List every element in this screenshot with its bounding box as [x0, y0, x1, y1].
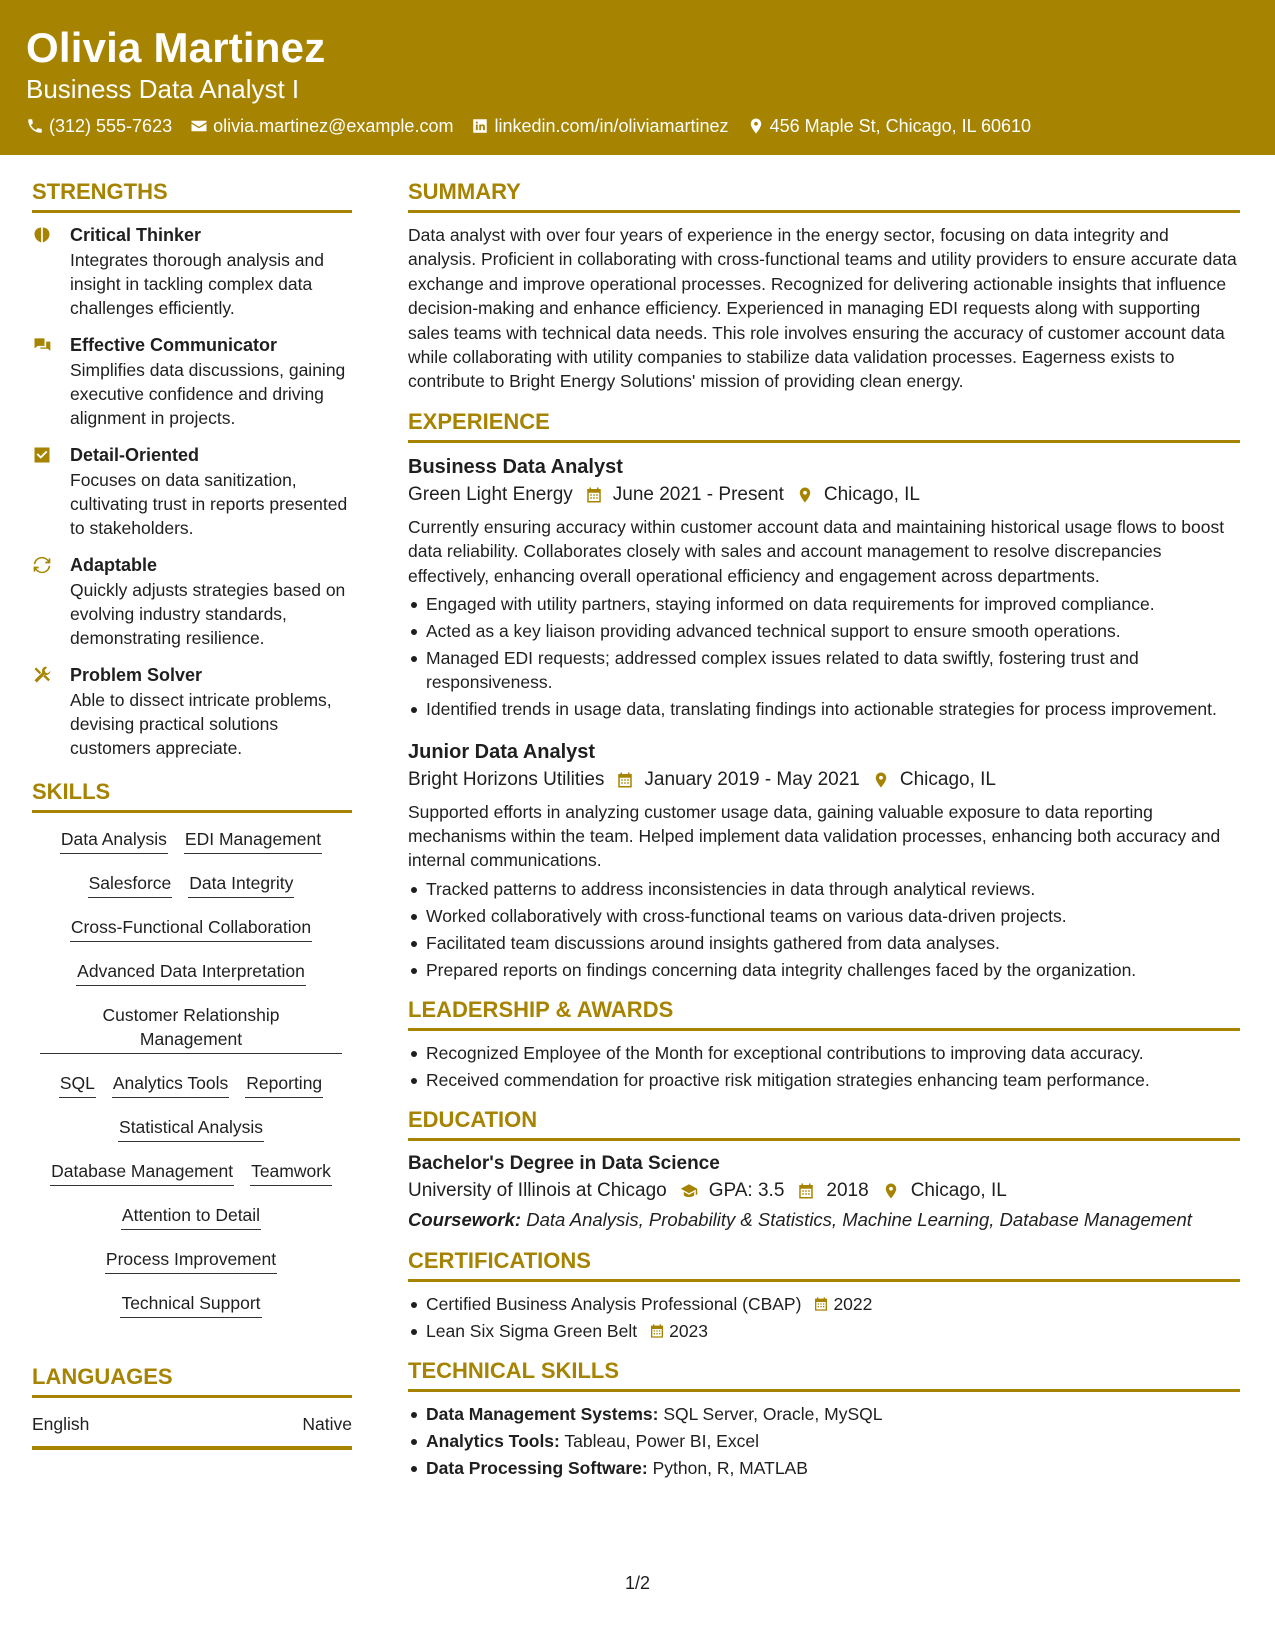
strength-title: Effective Communicator	[70, 335, 278, 355]
skill-tag: Teamwork	[250, 1159, 332, 1186]
skill-tag: Advanced Data Interpretation	[76, 959, 306, 986]
job-entry	[408, 738, 1240, 982]
map-marker-icon	[747, 117, 765, 135]
calendar-icon	[585, 486, 603, 504]
page-number: 1/2	[624, 1573, 651, 1593]
cert-name: Certified Business Analysis Professional (CBAP)	[426, 1293, 802, 1314]
tools-icon	[32, 665, 52, 685]
skill-tag: Attention to Detail	[121, 1203, 261, 1230]
address-text: 456 Maple St, Chicago, IL 60610	[769, 116, 1032, 136]
job-description: Supported efforts in analyzing customer usage data, gaining valuable exposure to data reporting mechanisms within the team. Helped implement data validation processes, enhancing both accuracy and internal communications.	[408, 801, 1221, 871]
skill-tag: Salesforce	[88, 871, 173, 898]
contact-email[interactable]	[190, 114, 453, 138]
job-meta	[408, 766, 1240, 794]
candidate-title: Business Data Analyst I	[26, 74, 300, 104]
left-column	[32, 178, 352, 1450]
education-meta	[408, 1177, 1240, 1205]
job-dates: June 2021 - Present	[612, 483, 784, 505]
list-item: Acted as a key liaison providing advanced technical support to ensure smooth operations.	[408, 619, 1240, 643]
job-bullets	[408, 592, 1240, 722]
tech-label: Analytics Tools:	[426, 1430, 560, 1451]
skill-tag: Data Integrity	[188, 871, 294, 898]
list-item: Received commendation for proactive risk mitigation strategies enhancing team performance.	[408, 1068, 1240, 1092]
strength-title: Problem Solver	[70, 665, 203, 685]
list-item: Worked collaboratively with cross-functional teams on various data-driven projects.	[408, 904, 1240, 928]
strength-title: Critical Thinker	[70, 225, 202, 245]
strength-item	[32, 223, 352, 320]
linkedin-icon	[471, 117, 489, 135]
experience-heading: EXPERIENCE	[408, 408, 1240, 443]
education-heading: EDUCATION	[408, 1106, 1240, 1141]
calendar-icon	[616, 771, 634, 789]
contact-address	[747, 114, 1032, 138]
technical-skills-list	[408, 1402, 1240, 1480]
contact-phone[interactable]	[26, 114, 172, 138]
calendar-icon	[649, 1323, 665, 1339]
technical-skills-heading: TECHNICAL SKILLS	[408, 1357, 1240, 1392]
strength-desc: Simplifies data discussions, gaining executive confidence and driving alignment in projects.	[70, 360, 346, 428]
strengths-heading: STRENGTHS	[32, 178, 352, 213]
cert-name: Lean Six Sigma Green Belt	[426, 1320, 638, 1341]
candidate-name: Olivia Martinez	[26, 24, 326, 71]
job-meta	[408, 481, 1240, 509]
language-name: English	[32, 1414, 90, 1434]
coursework-label: Coursework:	[408, 1209, 522, 1231]
map-marker-icon	[881, 1182, 901, 1200]
skill-tag: Data Analysis	[60, 827, 168, 854]
tech-label: Data Processing Software:	[426, 1457, 648, 1478]
contact-linkedin[interactable]	[471, 114, 728, 138]
graduation-cap-icon	[679, 1182, 699, 1200]
skill-tag: Cross-Functional Collaboration	[70, 915, 312, 942]
phone-icon	[26, 117, 44, 135]
strength-desc: Focuses on data sanitization, cultivating trust in reports presented to stakeholders.	[70, 470, 348, 538]
tech-value: SQL Server, Oracle, MySQL	[663, 1404, 883, 1425]
linkedin-text: linkedin.com/in/oliviamartinez	[494, 116, 729, 136]
strength-desc: Able to dissect intricate problems, devising practical solutions customers appreciate.	[70, 690, 332, 758]
school-location: Chicago, IL	[910, 1180, 1007, 1202]
envelope-icon	[190, 117, 208, 135]
skills-list	[32, 823, 352, 1335]
list-item: Facilitated team discussions around insights gathered from data analyses.	[408, 931, 1240, 955]
graduation-year: 2018	[826, 1180, 869, 1202]
sync-icon	[32, 555, 52, 575]
strength-desc: Integrates thorough analysis and insight in tackling complex data challenges efficiently.	[70, 250, 324, 318]
list-item	[408, 1402, 1240, 1426]
strength-title: Detail-Oriented	[70, 445, 200, 465]
map-marker-icon	[796, 486, 814, 504]
email-text: olivia.martinez@example.com	[213, 116, 454, 136]
cert-year: 2022	[833, 1293, 873, 1314]
strength-item	[32, 663, 352, 760]
strength-title: Adaptable	[70, 555, 158, 575]
coursework-text: Data Analysis, Probability & Statistics, Machine Learning, Database Management	[526, 1209, 1192, 1231]
job-title: Business Data Analyst	[408, 455, 623, 478]
job-company: Bright Horizons Utilities	[408, 768, 605, 790]
skills-heading: SKILLS	[32, 778, 352, 813]
list-item: Identified trends in usage data, translating findings into actionable strategies for process improvement.	[408, 697, 1240, 721]
skill-tag: Database Management	[50, 1159, 234, 1186]
degree-title: Bachelor's Degree in Data Science	[408, 1153, 720, 1175]
checkbox-icon	[32, 445, 52, 465]
strength-item	[32, 333, 352, 430]
list-item	[408, 1319, 1240, 1343]
skill-tag: EDI Management	[184, 827, 322, 854]
skill-tag: Process Improvement	[105, 1247, 277, 1274]
strength-desc: Quickly adjusts strategies based on evolving industry standards, demonstrating resilience.	[70, 580, 346, 648]
certifications-heading: CERTIFICATIONS	[408, 1247, 1240, 1282]
job-title: Junior Data Analyst	[408, 740, 596, 763]
strength-item	[32, 553, 352, 650]
summary-heading: SUMMARY	[408, 178, 1240, 213]
tech-value: Tableau, Power BI, Excel	[564, 1430, 759, 1451]
list-item: Recognized Employee of the Month for exceptional contributions to improving data accuracy.	[408, 1041, 1240, 1065]
right-column	[408, 178, 1240, 1483]
comments-icon	[32, 335, 52, 355]
resume-header	[0, 0, 1275, 155]
list-item: Tracked patterns to address inconsistencies in data through analytical reviews.	[408, 877, 1240, 901]
skill-tag: Analytics Tools	[112, 1071, 229, 1098]
phone-text: (312) 555-7623	[49, 116, 173, 136]
list-item: Prepared reports on findings concerning data integrity challenges faced by the organization.	[408, 958, 1240, 982]
list-item	[408, 1292, 1240, 1316]
job-location: Chicago, IL	[899, 768, 996, 790]
job-location: Chicago, IL	[823, 483, 921, 505]
list-item: Managed EDI requests; addressed complex issues related to data swiftly, fostering trust and responsiveness.	[408, 646, 1240, 695]
job-entry	[408, 453, 1240, 722]
strength-item	[32, 443, 352, 540]
coursework	[408, 1208, 1240, 1233]
job-bullets	[408, 877, 1240, 982]
skill-tag: Statistical Analysis	[118, 1115, 264, 1142]
skill-tag: SQL	[59, 1071, 96, 1098]
languages-heading: LANGUAGES	[32, 1363, 352, 1398]
tech-label: Data Management Systems:	[426, 1404, 659, 1425]
certifications-list	[408, 1292, 1240, 1343]
calendar-icon	[796, 1182, 816, 1200]
school-name: University of Illinois at Chicago	[408, 1180, 667, 1202]
brain-icon	[32, 225, 52, 245]
map-marker-icon	[872, 771, 890, 789]
skill-tag: Customer Relationship Management	[40, 1003, 342, 1054]
leadership-heading: LEADERSHIP & AWARDS	[408, 996, 1240, 1031]
cert-year: 2023	[669, 1320, 709, 1341]
list-item	[408, 1456, 1240, 1480]
skill-tag: Reporting	[245, 1071, 323, 1098]
skill-tag: Technical Support	[120, 1291, 261, 1318]
job-dates: January 2019 - May 2021	[644, 768, 860, 790]
calendar-icon	[813, 1296, 829, 1312]
job-description: Currently ensuring accuracy within customer account data and maintaining historical usage flows to boost data reliability. Collaborates closely with sales and account management to resolve discrepancies effectively, enhancing overall operational efficiency and engagement across departments.	[408, 516, 1225, 586]
contact-bar	[26, 114, 1249, 138]
job-company: Green Light Energy	[408, 483, 573, 505]
gpa: GPA: 3.5	[708, 1180, 785, 1202]
list-item	[408, 1429, 1240, 1453]
tech-value: Python, R, MATLAB	[652, 1457, 808, 1478]
language-item	[32, 1408, 352, 1450]
language-level: Native	[302, 1414, 352, 1434]
leadership-list	[408, 1041, 1240, 1092]
summary-text: Data analyst with over four years of experience in the energy sector, focusing on data integrity and analysis. Proficient in collaborating with cross-functional teams and utility providers to ensure accurate data exchange and improve operational processes. Recognized for delivering actionable insights that influence decision-making and enhance efficiency. Experienced in managing EDI requests along with supporting sales teams with technical data needs. This role involves ensuring the accuracy of customer account data while collaborating with utility companies to stabilize data validation processes. Eagerness exists to contribute to Bright Energy Solutions' mission of providing clean energy.	[408, 225, 1237, 392]
list-item: Engaged with utility partners, staying informed on data requirements for improved compliance.	[408, 592, 1240, 616]
